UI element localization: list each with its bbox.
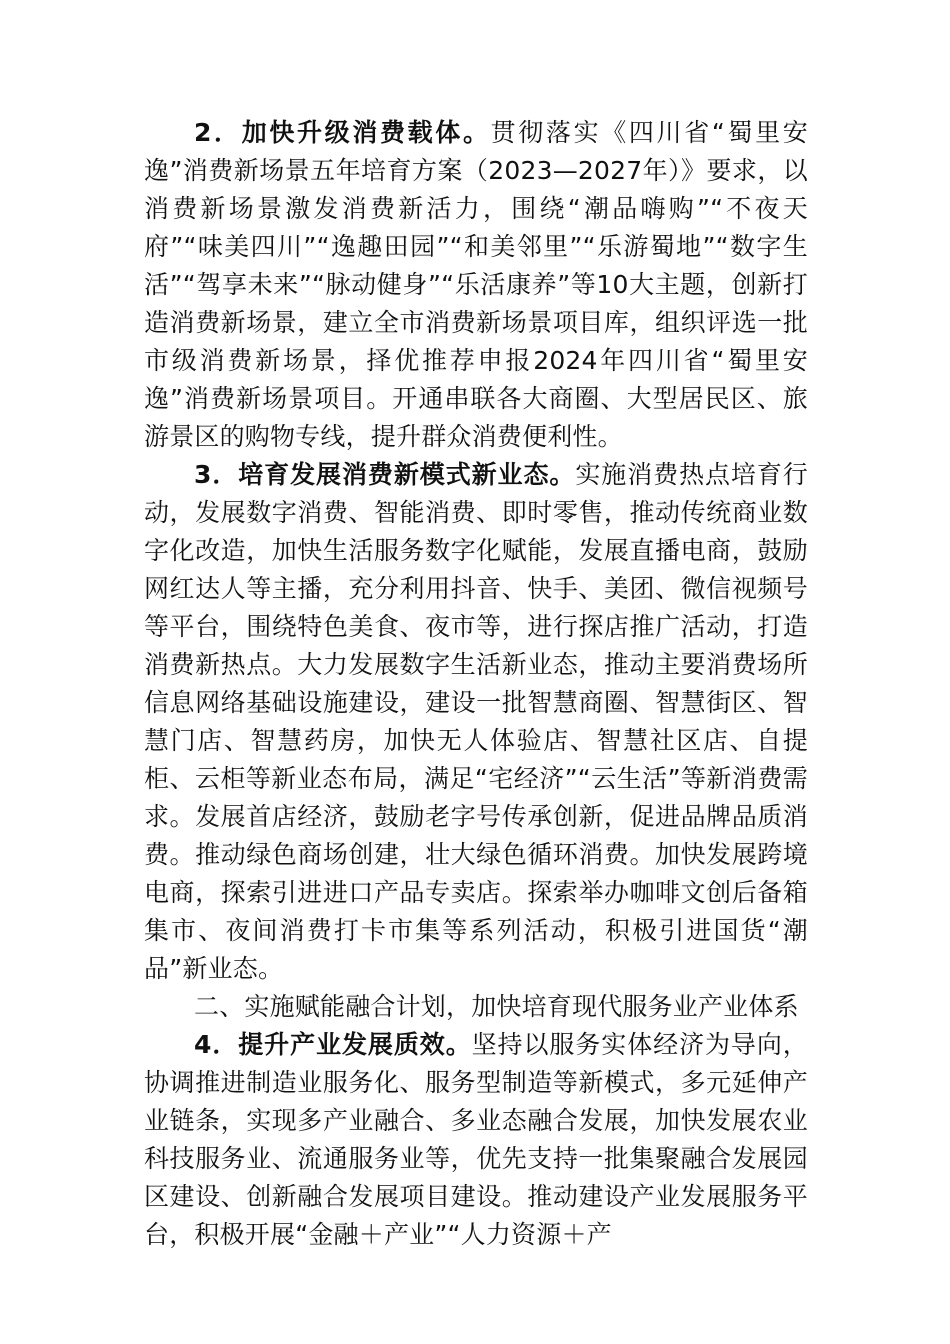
section-heading — [144, 988, 808, 1026]
paragraph-industry-quality — [144, 1026, 808, 1254]
paragraph-heading: 3．培育发展消费新模式新业态。 — [194, 460, 576, 489]
paragraph-text: 坚持以服务实体经济为导向，协调推进制造业服务化、服务型制造等新模式，多元延伸产业链条，实现多产业融合、多业态融合发展，加快发展农业科技服务业、流通服务业等，优先支持一批集聚融合发展园区建设、创新融合发展项目建设。推动建设产业发展服务平台，积极开展“金融＋产业”“人力资源＋产 — [144, 1030, 808, 1249]
section-heading-text: 二、实施赋能融合计划，加快培育现代服务业产业体系 — [194, 992, 799, 1021]
paragraph-heading: 4．提升产业发展质效。 — [194, 1030, 472, 1059]
paragraph-text: 实施消费热点培育行动，发展数字消费、智能消费、即时零售，推动传统商业数字化改造，加快生活服务数字化赋能，发展直播电商，鼓励网红达人等主播，充分利用抖音、快手、美团、微信视频号等平台，围绕特色美食、夜市等，进行探店推广活动，打造消费新热点。大力发展数字生活新业态，推动主要消费场所信息网络基础设施建设，建设一批智慧商圈、智慧街区、智慧门店、智慧药房，加快无人体验店、智慧社区店、自提柜、云柜等新业态布局，满足“宅经济”“云生活”等新消费需求。发展首店经济，鼓励老字号传承创新，促进品牌品质消费。推动绿色商场创建，壮大绿色循环消费。加快发展跨境电商，探索引进进口产品专卖店。探索举办咖啡文创后备箱集市、夜间消费打卡市集等系列活动，积极引进国货“潮品”新业态。 — [144, 460, 808, 983]
paragraph-heading: 2．加快升级消费载体。 — [194, 118, 491, 147]
document-body — [144, 114, 808, 1254]
paragraph-consumption-carrier — [144, 114, 808, 456]
paragraph-new-consumption-models — [144, 456, 808, 988]
paragraph-text: 贯彻落实《四川省“蜀里安逸”消费新场景五年培育方案（2023—2027年）》要求，以消费新场景激发消费新活力，围绕“潮品嗨购”“不夜天府”“味美四川”“逸趣田园”“和美邻里”“乐游蜀地”“数字生活”“驾享未来”“脉动健身”“乐活康养”等10大主题，创新打造消费新场景，建立全市消费新场景项目库，组织评选一批市级消费新场景，择优推荐申报2024年四川省“蜀里安逸”消费新场景项目。开通串联各大商圈、大型居民区、旅游景区的购物专线，提升群众消费便利性。 — [144, 118, 808, 451]
